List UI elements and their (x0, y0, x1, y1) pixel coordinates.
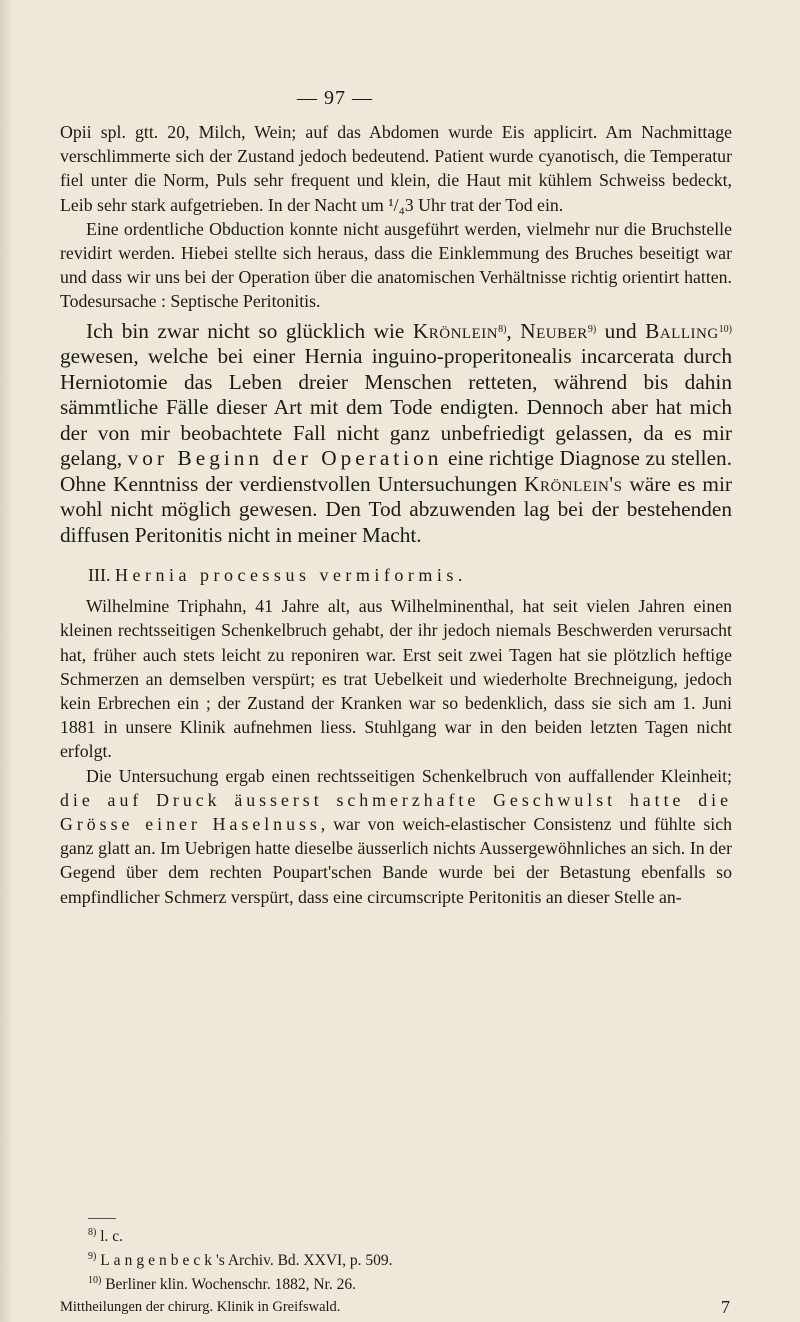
p5-text-1: Die Untersuchung ergab einen rechtsseitigen Schenkelbruch von auffallender Kleinheit; (86, 765, 732, 786)
p3-text-6: wäre es mir wohl nicht möglich gewesen. Den Tod abzuwenden lag bei der bestehenden diffusen Peritonitis nicht in meiner Macht. (60, 471, 732, 547)
signature-text: Mittheilungen der chirurg. Klinik in Greifswald. (60, 1299, 341, 1315)
footnote-number: 9) (88, 1251, 97, 1262)
body-text (60, 120, 732, 909)
footnote-ref-9[interactable]: 9) (587, 323, 597, 335)
author-neuber: Neuber (520, 318, 588, 343)
section-number: III. (88, 565, 111, 586)
footnote-rule (88, 1218, 116, 1219)
author-kronleins: Krönlein's (524, 471, 623, 496)
paragraph-3 (60, 317, 732, 549)
footnotes (60, 1223, 732, 1317)
paragraph-4: Wilhelmine Triphahn, 41 Jahre alt, aus Wilhelminenthal, hat seit vielen Jahren einen kleinen rechtsseitigen Schenkelbruch gehabt, der ihr jedoch niemals Beschwerden verursacht hat, früher auch stets leicht zu reponiren war. Erst seit zwei Tagen hat sie plötzlich heftige Schmerzen an demselben verspürt; es trat Uebelkeit und wiederholte Brechneigung, jedoch kein Erbrechen ein ; der Zustand der Kranken war so bedenklich, dass sie sich am 1. Juni 1881 in unsere Klinik aufnehmen liess. Stuhlgang war in den beiden letzten Tagen nicht erfolgt. (60, 596, 732, 762)
footnote-number: 8) (88, 1227, 97, 1238)
footnote-ref-8[interactable]: 8) (498, 323, 507, 335)
paragraph-2: Eine ordentliche Obduction konnte nicht ausgeführt werden, vielmehr nur die Bruchstelle revidirt werden. Hiebei stellte sich heraus, dass die Einklemmung des Bruches beseitigt war und dass wir uns bei der Operation über die anatomischen Verhältnisse richtig orientirt hatten. Todesursache : Septische Peritonitis. (60, 218, 732, 312)
footnote-10 (60, 1271, 732, 1295)
page-number: — 97 — (297, 87, 373, 109)
paragraph-5 (60, 764, 732, 909)
footnote-text: l. c. (100, 1228, 124, 1245)
section-title: Hernia processus vermiformis. (114, 565, 467, 586)
page-spine-shadow (0, 0, 14, 1322)
p5-text-2: , war von weich-elastischer Consistenz und fühlte sich ganz glatt an. Im Uebrigen hatte dieselbe äusserlich nichts Aussergewöhnliches an sich. In der Gegend über dem rechten Poupart'schen Bande wurde bei der Betastung ebenfalls so empfindlicher Schmerz verspürt, dass eine circumscripte Peritonitis an dieser Stelle an- (60, 813, 732, 907)
author-kronlein: Krönlein (412, 318, 499, 343)
p5-emphasis: die auf Druck äusserst schmerzhafte Geschwulst hatte die Grösse einer Haselnuss (60, 789, 732, 834)
paragraph-1: Opii spl. gtt. 20, Milch, Wein; auf das Abdomen wurde Eis applicirt. Am Nachmittage verschlimmerte sich der Zustand jedoch bedeutend. Patient wurde cyanotisch, die Temperatur fiel unter die Norm, Puls sehr frequent und klein, die Haut mit kühlem Schweiss bedeckt, Leib sehr stark aufgetrieben. In der Nacht um ¹/₄3 Uhr trat der Tod ein. (60, 122, 732, 215)
footnote-8 (60, 1223, 732, 1247)
sheet-number: 7 (721, 1297, 730, 1317)
p3-text-1: Ich bin zwar nicht so glücklich wie (86, 318, 413, 343)
footnote-ref-10[interactable]: 10) (718, 323, 733, 335)
p3-emphasis: vor Beginn der Operation (127, 446, 443, 471)
signature-line (60, 1297, 732, 1317)
footnote-author: Langenbeck (100, 1252, 216, 1269)
footnote-number: 10) (88, 1275, 102, 1286)
footnote-text: 's Archiv. Bd. XXVI, p. 509. (215, 1252, 393, 1269)
author-balling: Balling (645, 318, 719, 343)
p3-text-5: eine richtige Diagnose zu stellen. Ohne Kenntniss der verdienstvollen Untersuchungen (60, 446, 733, 496)
p3-text-4: gewesen, welche bei einer Hernia inguino-properitonealis incarcerata durch Herniotomie das Leben dreier Menschen retteten, während bis dahin sämmtliche Fälle dieser Art mit dem Tode endigten. Dennoch aber hat mich der von mir beobachtete Fall nicht ganz unbefriedigt gelassen, da es mir gelang, (60, 344, 732, 471)
p3-text-2: , (506, 318, 521, 343)
section-heading (88, 562, 732, 588)
footnote-text: Berliner klin. Wochenschr. 1882, Nr. 26. (105, 1276, 356, 1293)
footnote-9 (60, 1247, 732, 1271)
p3-text-3: und (596, 318, 646, 343)
